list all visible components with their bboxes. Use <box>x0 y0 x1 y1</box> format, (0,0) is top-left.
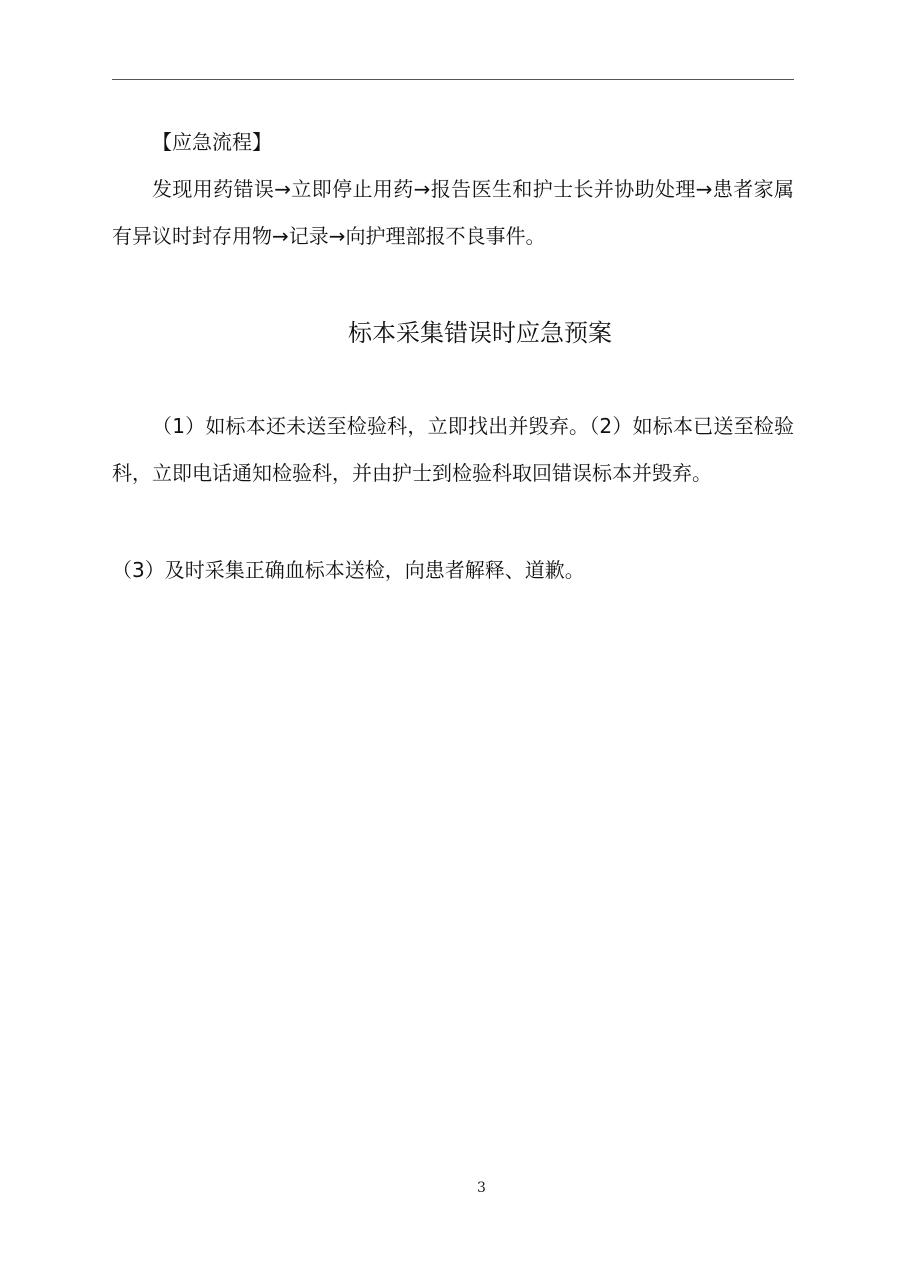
header-rule <box>112 79 794 80</box>
emergency-flow-paragraph: 发现用药错误→立即停止用药→报告医生和护士长并协助处理→患者家属有异议时封存用物→记录→向护理部报不良事件。 <box>112 177 794 248</box>
page-number: 3 <box>477 1180 486 1196</box>
procedure-paragraph-2: （3）及时采集正确血标本送检，向患者解释、道歉。 <box>112 558 585 582</box>
section-label: 【应急流程】 <box>152 130 272 154</box>
section-heading: 标本采集错误时应急预案 <box>348 319 612 347</box>
procedure-paragraph-1: （1）如标本还未送至检验科，立即找出并毁弃。（2）如标本已送至检验科，立即电话通知检验科，并由护士到检验科取回错误标本并毁弃。 <box>112 414 794 485</box>
